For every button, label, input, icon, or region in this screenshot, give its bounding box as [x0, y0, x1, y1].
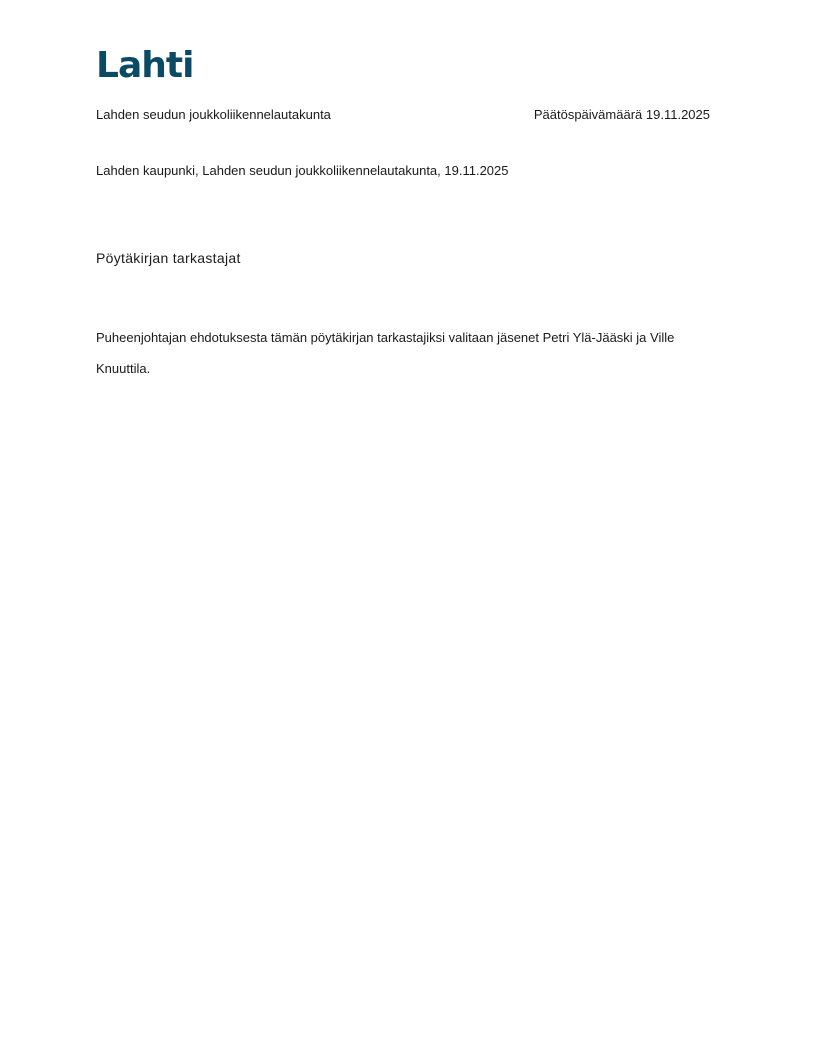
committee-name: Lahden seudun joukkoliikennelautakunta — [96, 107, 331, 122]
decision-date-label: Päätöspäivämäärä — [533, 107, 643, 122]
decision-date-block — [534, 106, 710, 124]
section-body: Puheenjohtajan ehdotuksesta tämän pöytäkirjan tarkastajiksi valitaan jäsenet Petri Ylä-Jääski ja Ville Knuuttila. — [96, 330, 675, 376]
lahti-logo — [96, 44, 193, 84]
section-heading: Pöytäkirjan tarkastajat — [96, 250, 241, 266]
decision-date: 19.11.2025 — [645, 107, 710, 122]
logo-text: Lahti — [96, 45, 194, 86]
document-header — [96, 106, 710, 124]
organization-line: Lahden kaupunki, Lahden seudun joukkoliikennelautakunta, 19.11.2025 — [96, 163, 509, 178]
